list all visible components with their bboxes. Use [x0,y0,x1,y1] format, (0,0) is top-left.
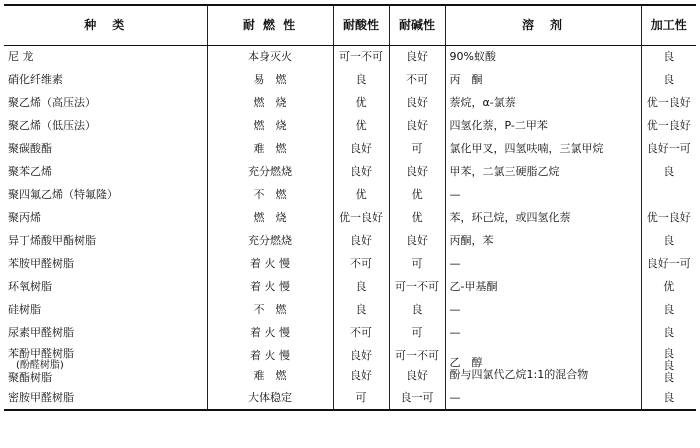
row-acid: 良 [333,275,389,298]
table-row [4,68,696,91]
row-process: 良 [641,45,696,68]
row-name: 苯酚甲醛树脂 [8,346,74,360]
row-alkali: 良好 [389,114,445,137]
table-row [4,252,696,275]
row-alkali: 良一可 [389,387,445,410]
header-type: 种 类 [4,5,207,45]
row-name: 聚碳酸酯 [8,141,52,155]
row-alkali: 优 [389,206,445,229]
table-row [4,160,696,183]
row-acid: 良好 [350,368,372,382]
table-row [4,387,696,410]
row-flame: 不 燃 [207,298,333,321]
table-header-row [4,5,696,45]
table-row [4,321,696,344]
table-row-merged [4,344,696,387]
table-row [4,183,696,206]
row-solvent: 甲苯，二氯三硬脂乙烷 [445,160,641,183]
row-acid: 可 [333,387,389,410]
merged-row-process [641,344,696,387]
row-name: 聚丙烯 [8,210,41,224]
table-row [4,298,696,321]
row-acid: 良好 [350,348,372,362]
row-flame: 不 燃 [207,183,333,206]
row-acid: 良 [333,298,389,321]
table-row [4,114,696,137]
row-flame: 着 火 慢 [207,321,333,344]
row-solvent: — [445,298,641,321]
row-flame: 难 燃 [253,368,287,382]
row-flame: 易 燃 [207,68,333,91]
row-process: 优 [641,275,696,298]
table-row [4,275,696,298]
row-process: 良 [663,370,675,384]
row-process: 良好一可 [641,137,696,160]
row-alkali: 优 [389,183,445,206]
row-process: 优一良好 [641,91,696,114]
plastics-properties-table [4,4,696,411]
row-solvent: 四氢化萘，P-二甲苯 [445,114,641,137]
row-alkali: 可 [389,321,445,344]
row-alkali: 可一不可 [389,275,445,298]
row-name: 聚乙烯（低压法） [8,118,96,132]
header-processability: 加工性 [641,5,696,45]
row-acid: 不可 [333,252,389,275]
row-name: 环氧树脂 [8,279,52,293]
row-process: 优一良好 [641,206,696,229]
row-process: 良 [641,68,696,91]
row-flame: 燃 烧 [207,114,333,137]
row-name: 聚四氟乙烯（特氟隆） [8,187,118,201]
row-solvent: — [445,183,641,206]
row-process: 优一良好 [641,114,696,137]
row-name-alias: (酚醛树脂) [16,359,64,371]
row-flame: 着 火 慢 [207,252,333,275]
row-acid: 不可 [333,321,389,344]
row-process: 良 [641,229,696,252]
row-process: 良 [663,358,675,372]
row-acid: 良好 [333,137,389,160]
row-alkali: 不可 [389,68,445,91]
header-alkali-resistance: 耐碱性 [389,5,445,45]
merged-row-names [4,344,207,387]
table-row [4,45,696,68]
row-name: 密胺甲醛树脂 [4,387,207,410]
row-flame: 着 火 慢 [207,275,333,298]
row-acid: 优 [333,91,389,114]
row-acid: 优 [333,183,389,206]
header-solvent: 溶 剂 [445,5,641,45]
row-alkali: 良好 [389,91,445,114]
row-acid: 良好 [333,160,389,183]
row-acid: 优一良好 [333,206,389,229]
row-flame: 难 燃 [207,137,333,160]
row-alkali: 可 [389,252,445,275]
row-solvent: 酚与四氯代乙烷1:1的混合物 [449,367,589,381]
row-solvent: 乙 醇 [449,355,483,369]
row-process [641,183,696,206]
table-row [4,206,696,229]
row-acid: 可一不可 [333,45,389,68]
merged-row-flame [207,344,333,387]
row-alkali: 良好 [389,229,445,252]
row-process: 良 [641,387,696,410]
table-row [4,91,696,114]
row-solvent: 乙-甲基酮 [445,275,641,298]
row-solvent: — [445,252,641,275]
row-flame: 燃 烧 [207,206,333,229]
table-row [4,229,696,252]
row-alkali: 可 [389,137,445,160]
row-solvent: 萘烷，α-氯萘 [445,91,641,114]
row-name: 聚酯树脂 [8,370,52,384]
row-name: 苯胺甲醛树脂 [8,256,74,270]
row-solvent: — [445,387,641,410]
merged-row-acid [333,344,389,387]
row-alkali: 良好 [389,45,445,68]
row-solvent: 90%蚁酸 [445,45,641,68]
row-name: 聚苯乙烯 [8,164,52,178]
row-acid: 良好 [333,229,389,252]
row-flame: 着 火 慢 [250,348,290,362]
row-name: 尿素甲醛树脂 [8,325,74,339]
header-acid-resistance: 耐酸性 [333,5,389,45]
table-row [4,137,696,160]
row-name: 尼 龙 [8,49,34,63]
merged-row-solvent [445,344,641,387]
row-flame: 燃 烧 [207,91,333,114]
row-process: 良 [663,346,675,360]
row-solvent: 丙酮，苯 [445,229,641,252]
merged-row-alkali [389,344,445,387]
row-process: 良好一可 [641,252,696,275]
row-flame: 充分燃烧 [207,160,333,183]
row-name: 异丁烯酸甲酯树脂 [8,233,96,247]
row-name: 硝化纤维素 [8,72,63,86]
row-name: 聚乙烯（高压法） [8,95,96,109]
row-alkali: 良好 [406,368,428,382]
row-acid: 良 [333,68,389,91]
row-flame: 大体稳定 [207,387,333,410]
row-acid: 优 [333,114,389,137]
row-alkali: 良 [389,298,445,321]
row-name: 硅树脂 [8,302,41,316]
row-process: 良 [641,321,696,344]
row-solvent: 丙 酮 [445,68,641,91]
row-flame: 本身灭火 [207,45,333,68]
row-alkali: 良好 [389,160,445,183]
row-process: 良 [641,160,696,183]
row-solvent: 苯，环己烷，或四氢化萘 [445,206,641,229]
row-solvent: 氯化甲叉，四氢呋喃，三氯甲烷 [445,137,641,160]
header-flame-resistance: 耐 燃 性 [207,5,333,45]
row-solvent: — [445,321,641,344]
row-process: 良 [641,298,696,321]
row-alkali: 可一不可 [395,348,439,362]
row-flame: 充分燃烧 [207,229,333,252]
